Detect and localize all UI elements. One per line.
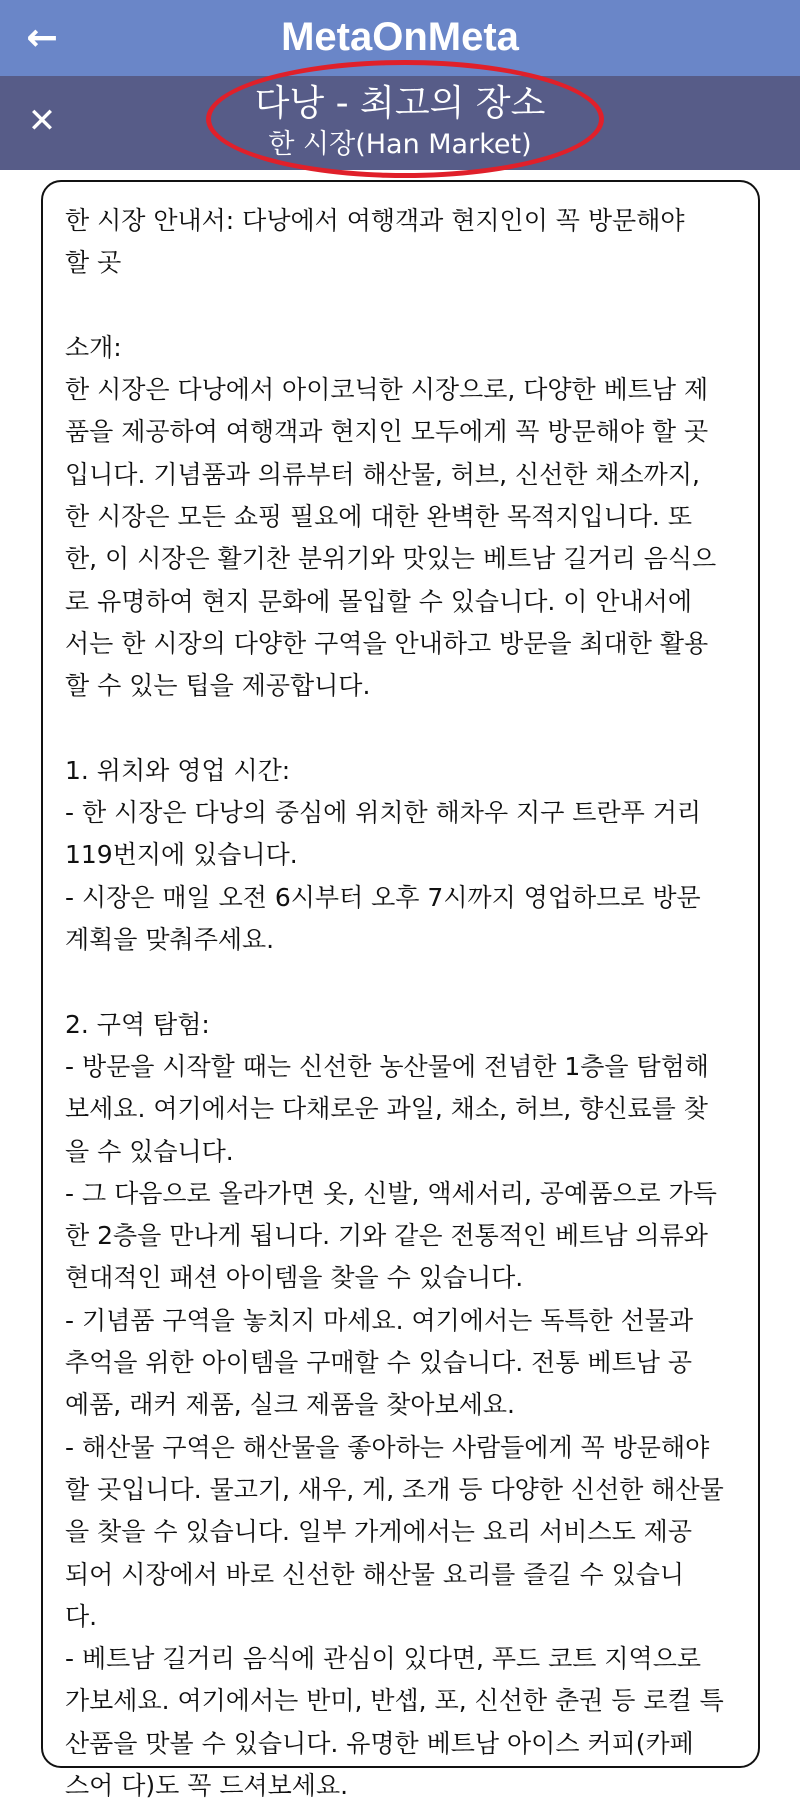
text-line: 을 찾을 수 있습니다. 일부 가게에서는 요리 서비스도 제공	[65, 1517, 692, 1547]
text-line: 가보세요. 여기에서는 반미, 반셉, 포, 신선한 춘권 등 로컬 특	[65, 1686, 724, 1716]
text-line: 119번지에 있습니다.	[65, 840, 298, 870]
text-line: 품을 제공하여 여행객과 현지인 모두에게 꼭 방문해야 할 곳	[65, 417, 709, 447]
text-line: 한 2층을 만나게 됩니다. 기와 같은 전통적인 베트남 의류와	[65, 1221, 708, 1251]
page-subtitle: 한 시장(Han Market)	[268, 129, 532, 160]
text-line: 다.	[65, 1601, 98, 1631]
arrow-left-icon: ←	[26, 15, 58, 59]
text-line: 로 유명하여 현지 문화에 몰입할 수 있습니다. 이 안내서에	[65, 586, 692, 616]
text-line: 할 곳입니다. 물고기, 새우, 게, 조개 등 다양한 신선한 해산물	[65, 1474, 724, 1504]
text-line: - 시장은 매일 오전 6시부터 오후 7시까지 영업하므로 방문	[65, 882, 701, 912]
text-line: - 그 다음으로 올라가면 옷, 신발, 액세서리, 공예품으로 가득	[65, 1178, 717, 1208]
page-header	[0, 76, 800, 170]
text-line	[65, 961, 748, 1003]
text-line	[65, 285, 748, 327]
content-card[interactable]	[41, 180, 760, 1800]
text-line: - 베트남 길거리 음식에 관심이 있다면, 푸드 코트 지역으로	[65, 1644, 701, 1674]
text-line: 한 시장은 다낭에서 아이코닉한 시장으로, 다양한 베트남 제	[65, 375, 709, 405]
text-line: 스어 다)도 꼭 드셔보세요.	[65, 1770, 349, 1800]
text-line: 2. 구역 탐험:	[65, 1009, 210, 1039]
text-line: 한, 이 시장은 활기찬 분위기와 맛있는 베트남 길거리 음식으	[65, 544, 717, 574]
guide-text	[65, 200, 748, 1807]
text-line: - 한 시장은 다낭의 중심에 위치한 해차우 지구 트란푸 거리	[65, 798, 701, 828]
text-line: 계획을 맞춰주세요.	[65, 925, 275, 955]
app-title: MetaOnMeta	[281, 15, 519, 59]
text-line: 1. 위치와 영업 시간:	[65, 755, 291, 785]
text-line: - 방문을 시작할 때는 신선한 농산물에 전념한 1층을 탐험해	[65, 1051, 709, 1081]
text-line: 예품, 래커 제품, 실크 제품을 찾아보세요.	[65, 1390, 515, 1420]
text-line: 추억을 위한 아이템을 구매할 수 있습니다. 전통 베트남 공	[65, 1348, 692, 1378]
app-header	[0, 0, 800, 76]
text-line: 할 수 있는 팁을 제공합니다.	[65, 671, 371, 701]
text-line: 서는 한 시장의 다양한 구역을 안내하고 방문을 최대한 활용	[65, 628, 709, 658]
page-title: 다낭 - 최고의 장소	[254, 83, 546, 124]
text-line: 보세요. 여기에서는 다채로운 과일, 채소, 허브, 향신료를 찾	[65, 1094, 708, 1124]
text-line: 현대적인 패션 아이템을 찾을 수 있습니다.	[65, 1263, 524, 1293]
text-line: - 해산물 구역은 해산물을 좋아하는 사람들에게 꼭 방문해야	[65, 1432, 710, 1462]
text-line: 한 시장은 모든 쇼핑 필요에 대한 완벽한 목적지입니다. 또	[65, 502, 692, 532]
text-line: 소개:	[65, 332, 122, 362]
text-line	[65, 708, 748, 750]
text-line: 입니다. 기념품과 의류부터 해산물, 허브, 신선한 채소까지,	[65, 459, 700, 489]
text-line: 되어 시장에서 바로 신선한 해산물 요리를 즐길 수 있습니	[65, 1559, 685, 1589]
text-line: 산품을 맛볼 수 있습니다. 유명한 베트남 아이스 커피(카페	[65, 1728, 694, 1758]
text-line: 을 수 있습니다.	[65, 1136, 234, 1166]
text-line: 한 시장 안내서: 다낭에서 여행객과 현지인이 꼭 방문해야	[65, 206, 685, 235]
close-icon: ✕	[27, 101, 57, 141]
text-line: 할 곳	[65, 248, 122, 278]
text-line: - 기념품 구역을 놓치지 마세요. 여기에서는 독특한 선물과	[65, 1305, 694, 1335]
